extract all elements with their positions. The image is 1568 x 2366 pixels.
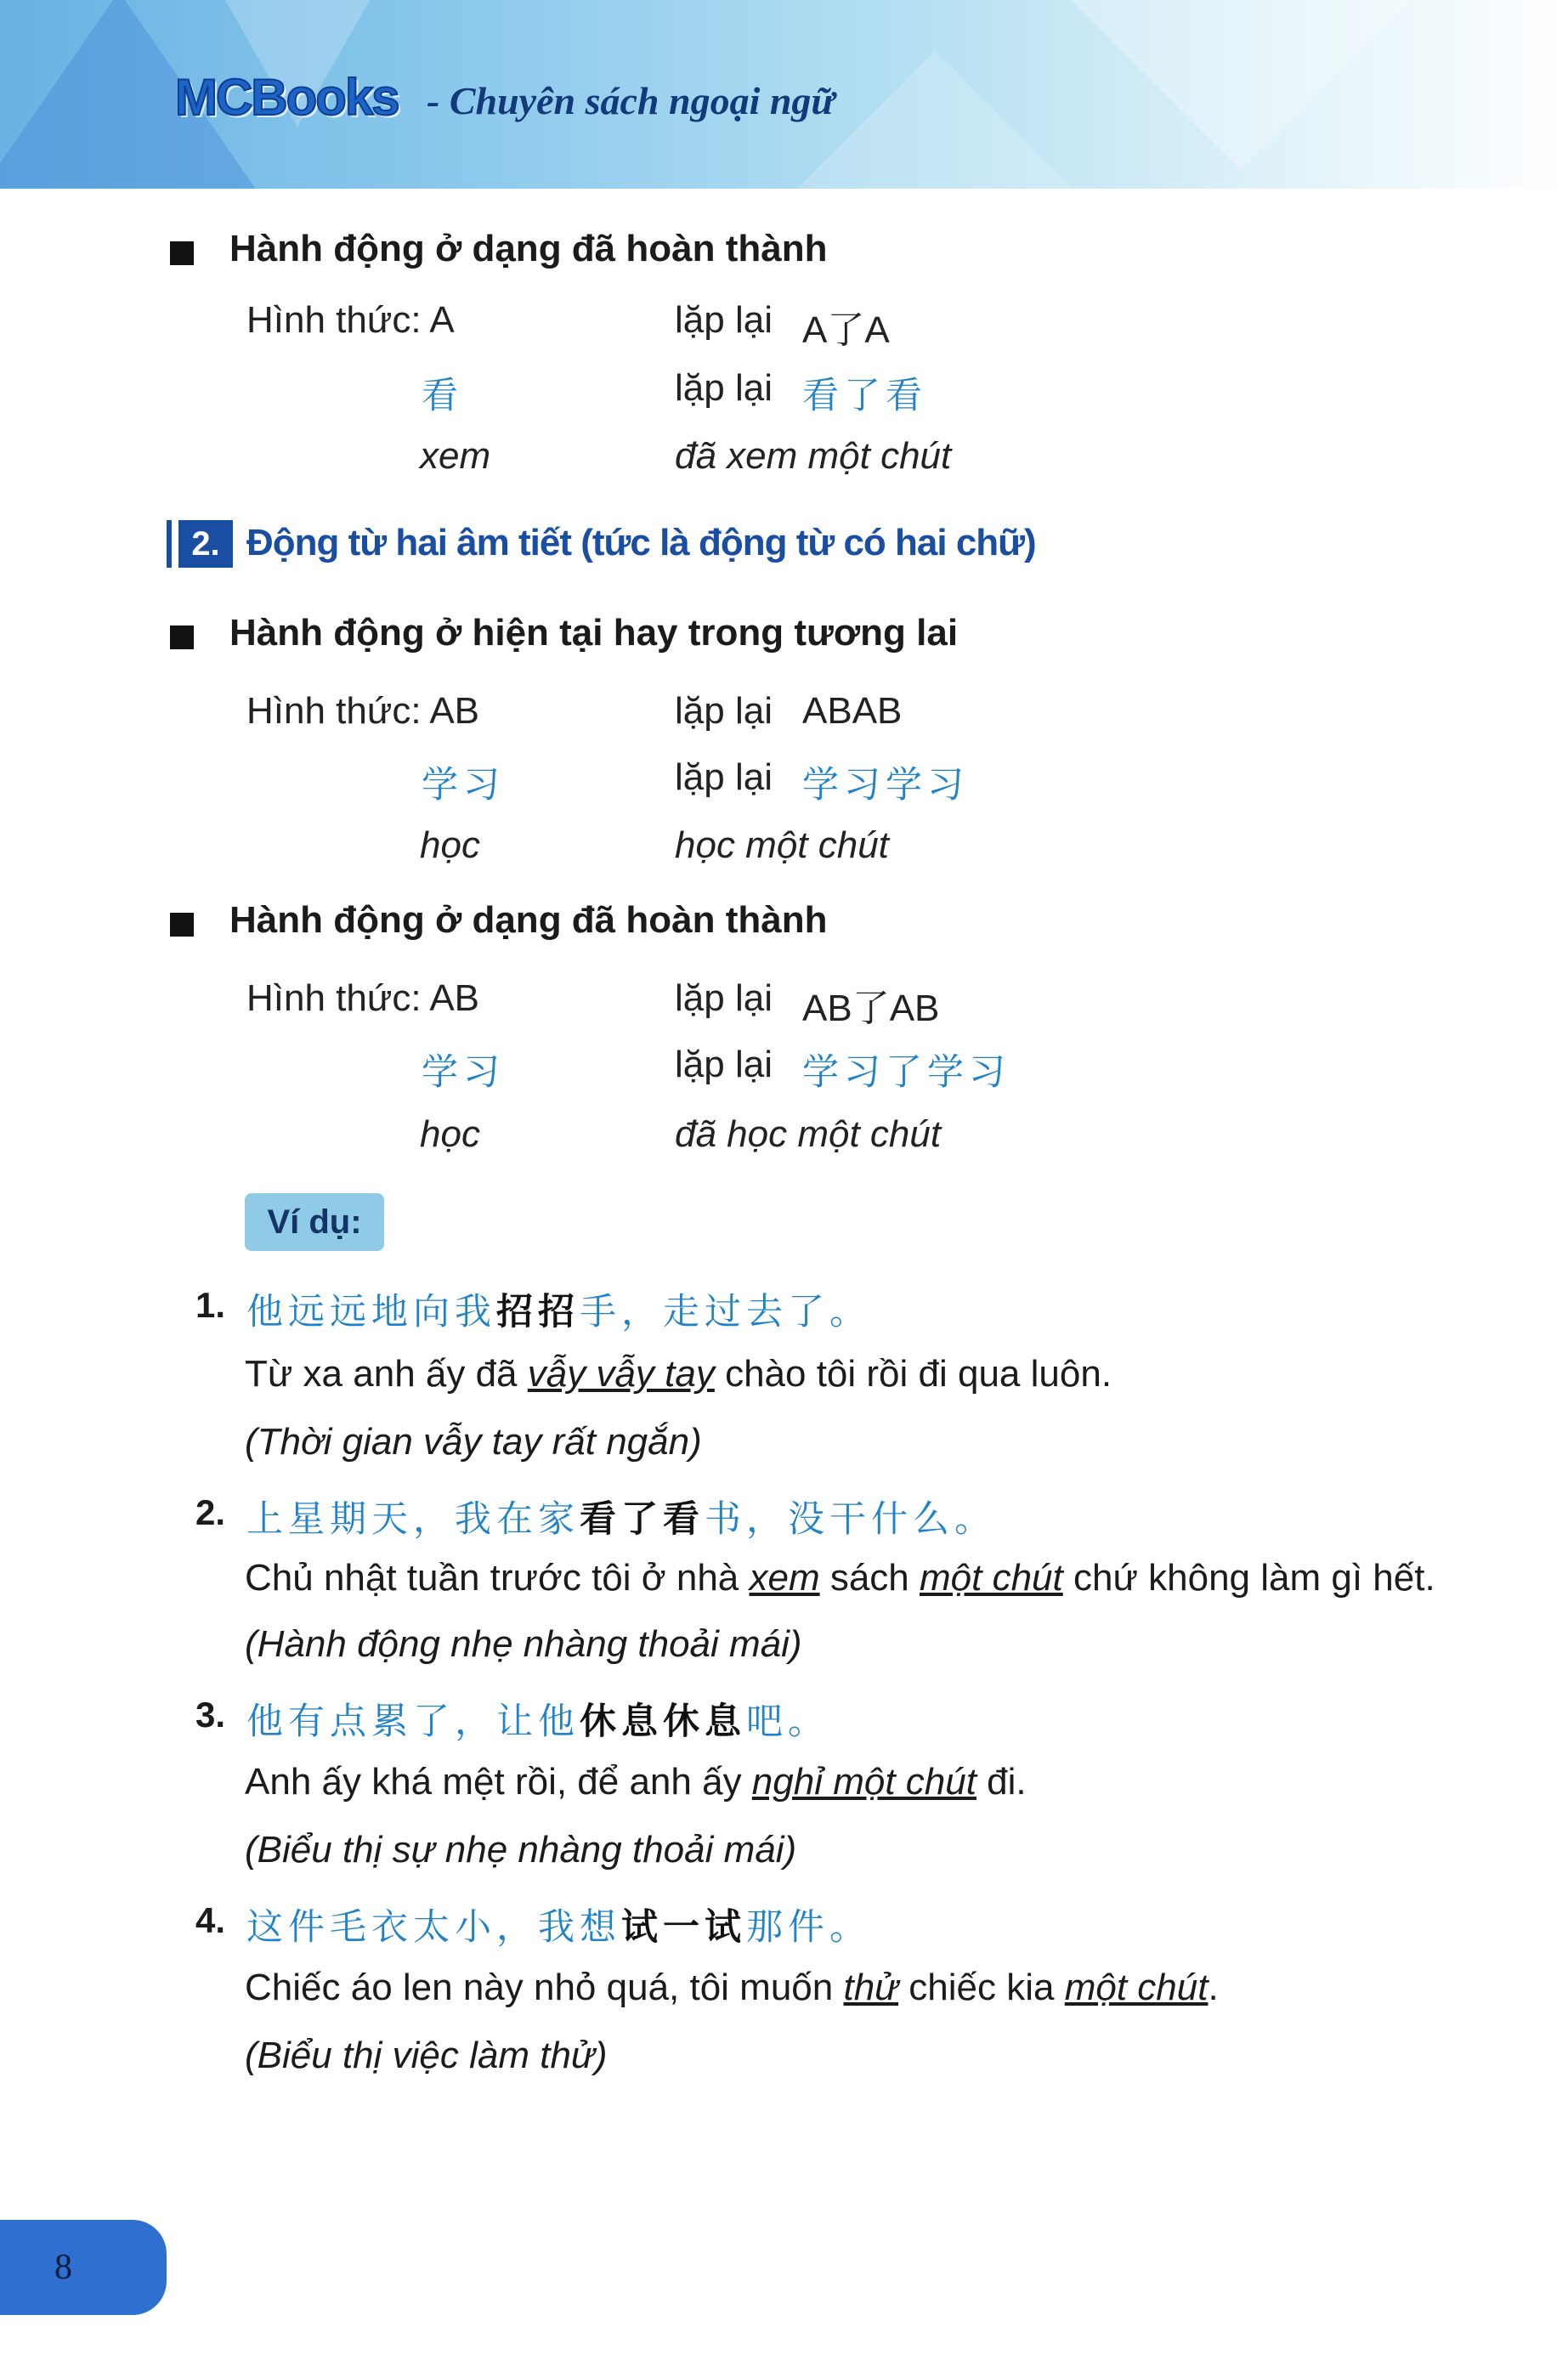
block1-form-pattern: A了A [802,309,890,351]
translation-part: chiếc kia [898,1967,1065,2008]
example-chinese-highlight: 看了看 [580,1498,705,1541]
example-translation [245,1557,1435,1599]
example-chinese-highlight: 休息休息 [580,1701,746,1743]
translation-part: Chiếc áo len này nhỏ quá, tôi muốn [245,1967,844,2008]
example-chinese-post: 那件。 [746,1906,871,1949]
example-note: (Hành động nhẹ nhàng thoải mái) [245,1623,802,1665]
translation-part: Anh ấy khá mệt rồi, để anh ấy [245,1761,752,1803]
translation-underlined: vẫy vẫy tay [527,1353,715,1395]
translation-part: chứ không làm gì hết. [1062,1557,1435,1599]
bullet-square [170,625,194,649]
brand-subtitle: - Chuyên sách ngoại ngữ [427,79,835,122]
block3-meaning-word: học [420,1113,480,1155]
examples-label: Ví dụ: [245,1193,384,1251]
block3-repeat-label: lặp lại [675,977,773,1019]
example-chinese [246,1491,996,1542]
example-chinese-highlight: 招招 [496,1291,580,1333]
page-header [0,0,1568,189]
example-chinese-pre: 他有点累了，让他 [246,1701,580,1743]
block2-repeat-label: lặp lại [675,690,773,732]
translation-underlined: thử [843,1967,899,2008]
block3-repeat-label-2: lặp lại [675,1044,773,1085]
bullet-square [170,913,194,937]
example-chinese-pre: 他远远地向我 [246,1291,496,1333]
translation-underlined: một chút [1064,1967,1209,2008]
example-note: (Thời gian vẫy tay rất ngắn) [245,1421,702,1463]
example-translation [245,1967,1219,2009]
example-chinese-post: 手，走过去了。 [580,1291,871,1333]
block2-form-label: Hình thức: AB [246,690,480,732]
example-number: 2. [195,1492,226,1532]
block2-meaning-phrase: học một chút [675,824,889,866]
block2-heading: Hành động ở hiện tại hay trong tương lai [229,612,959,654]
block3-example-pattern: 学习了学习 [802,1051,1010,1094]
block1-form-label: Hình thức: A [246,299,455,341]
block1-meaning-word: xem [420,435,491,477]
example-chinese-highlight: 试一试 [621,1906,746,1949]
block1-example-pattern: 看了看 [802,375,927,417]
translation-underlined: xem [749,1557,820,1599]
block3-form-pattern: AB了AB [802,988,940,1029]
page-number-tab [0,2220,167,2315]
example-chinese [246,1899,871,1950]
example-number: 3. [195,1695,226,1735]
example-translation [245,1761,1027,1803]
block3-example-word: 学习 [422,1051,505,1094]
block1-repeat-label: lặp lại [675,299,773,341]
block1-heading: Hành động ở dạng đã hoàn thành [229,228,828,269]
block1-repeat-label-2: lặp lại [675,367,773,409]
translation-part: . [1208,1967,1219,2008]
example-chinese [246,1283,871,1335]
translation-part: Chủ nhật tuần trước tôi ở nhà [245,1557,750,1599]
example-chinese-post: 吧。 [746,1701,829,1743]
example-number: 1. [195,1285,226,1325]
example-note: (Biểu thị sự nhẹ nhàng thoải mái) [245,1829,797,1871]
block2-meaning-word: học [420,824,480,866]
bullet-square [170,241,194,265]
section-title: Động từ hai âm tiết (tức là động từ có hai chữ) [246,522,1036,563]
block2-form-pattern: ABAB [802,690,903,732]
translation-underlined: nghỉ một chút [751,1761,976,1803]
block3-heading: Hành động ở dạng đã hoàn thành [229,899,828,941]
translation-part: đi. [976,1761,1027,1803]
translation-part: sách [819,1557,920,1599]
translation-part: Từ xa anh ấy đã [245,1353,528,1395]
example-chinese-post: 书，没干什么。 [705,1498,996,1541]
page-number: 8 [54,2248,72,2287]
block3-form-label: Hình thức: AB [246,977,480,1019]
section-marker [167,520,172,568]
brand-logo: MCBooks [175,69,399,126]
block2-example-pattern: 学习学习 [802,764,969,807]
example-chinese [246,1693,829,1745]
block1-example-word: 看 [422,375,463,417]
example-translation [245,1353,1112,1395]
block2-repeat-label-2: lặp lại [675,756,773,798]
example-note: (Biểu thị việc làm thử) [245,2035,608,2076]
example-chinese-pre: 这件毛衣太小，我想 [246,1906,621,1949]
block3-meaning-phrase: đã học một chút [675,1113,942,1155]
block2-example-word: 学习 [422,764,505,807]
example-chinese-pre: 上星期天，我在家 [246,1498,580,1541]
example-number: 4. [195,1900,226,1940]
section-number: 2. [178,520,233,568]
block1-meaning-phrase: đã xem một chút [675,435,952,477]
translation-part: chào tôi rồi đi qua luôn. [714,1353,1112,1395]
translation-underlined: một chút [920,1557,1063,1599]
